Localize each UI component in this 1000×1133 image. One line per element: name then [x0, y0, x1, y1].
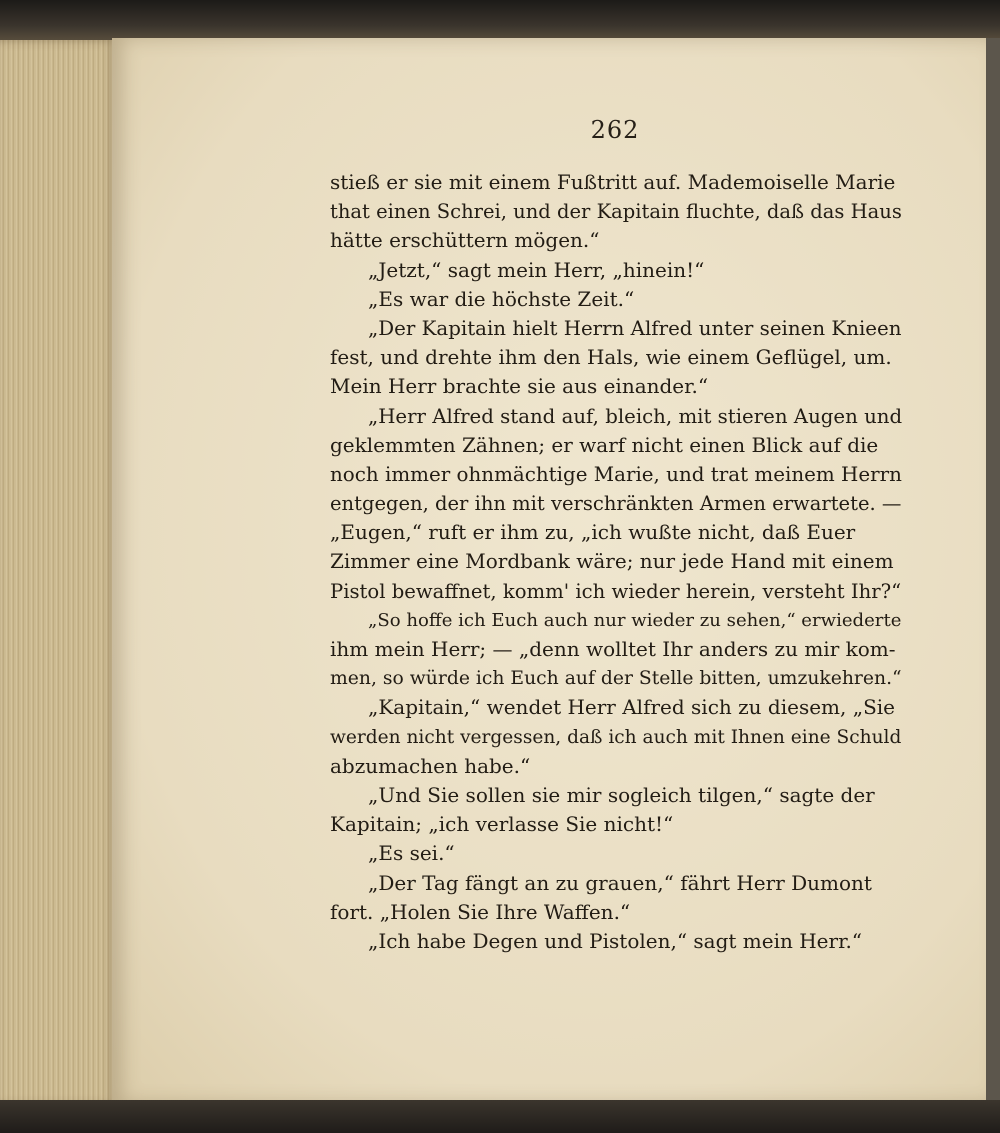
text-line: that einen Schrei, und der Kapitain fluchte, daß das Haus — [330, 200, 902, 224]
text-line: „Jetzt,“ sagt mein Herr, „hinein!“ — [368, 257, 705, 282]
text-line: geklemmten Zähnen; er warf nicht einen Blick auf die — [330, 432, 879, 457]
text-line: „Der Kapitain hielt Herrn Alfred unter seinen Knieen — [368, 316, 902, 340]
body-text — [330, 168, 902, 956]
book-binding-top — [0, 0, 1000, 42]
text-line: „Ich habe Degen und Pistolen,“ sagt mein Herr.“ — [368, 928, 863, 953]
text-line: Pistol bewaffnet, komm' ich wieder herein, versteht Ihr?“ — [330, 579, 902, 603]
text-line: „Eugen,“ ruft er ihm zu, „ich wußte nicht, daß Euer — [330, 520, 856, 545]
text-line: fort. „Holen Sie Ihre Waffen.“ — [330, 899, 631, 924]
text-line: fest, und drehte ihm den Hals, wie einem Geflügel, um. — [330, 345, 892, 370]
text-line: „Und Sie sollen sie mir sogleich tilgen,“ sagte der — [368, 782, 875, 807]
text-line: „Herr Alfred stand auf, bleich, mit stieren Augen und — [368, 404, 902, 428]
text-line: Kapitain; „ich verlasse Sie nicht!“ — [330, 812, 674, 837]
text-line: „Der Tag fängt an zu grauen,“ fährt Herr Dumont — [368, 870, 872, 895]
text-line: stieß er sie mit einem Fußtritt auf. Mademoiselle Marie — [330, 170, 896, 194]
text-line: hätte erschüttern mögen.“ — [330, 228, 600, 253]
text-line: entgegen, der ihn mit verschränkten Armen erwartete. — — [330, 492, 902, 516]
text-line: men, so würde ich Euch auf der Stelle bitten, umzukehren.“ — [330, 668, 902, 690]
text-line: „Es sei.“ — [368, 841, 455, 866]
page-number: 262 — [590, 116, 640, 144]
text-line: ihm mein Herr; — „denn wolltet Ihr anders zu mir kom- — [330, 637, 896, 661]
text-line: noch immer ohnmächtige Marie, und trat meinem Herrn — [330, 462, 902, 486]
text-line: werden nicht vergessen, daß ich auch mit Ihnen eine Schuld — [330, 726, 902, 748]
book-binding-bottom — [0, 1100, 1000, 1133]
text-line: „Es war die höchste Zeit.“ — [368, 286, 635, 311]
text-line: „So hoffe ich Euch auch nur wieder zu sehen,“ erwiederte — [368, 609, 902, 631]
text-line: Zimmer eine Mordbank wäre; nur jede Hand mit einem — [330, 549, 894, 574]
text-line: „Kapitain,“ wendet Herr Alfred sich zu diesem, „Sie — [368, 695, 896, 720]
book-edge-right — [986, 38, 1000, 1108]
text-line: Mein Herr brachte sie aus einander.“ — [330, 374, 709, 399]
text-line: abzumachen habe.“ — [330, 753, 531, 778]
page-edges-stack — [0, 40, 118, 1105]
